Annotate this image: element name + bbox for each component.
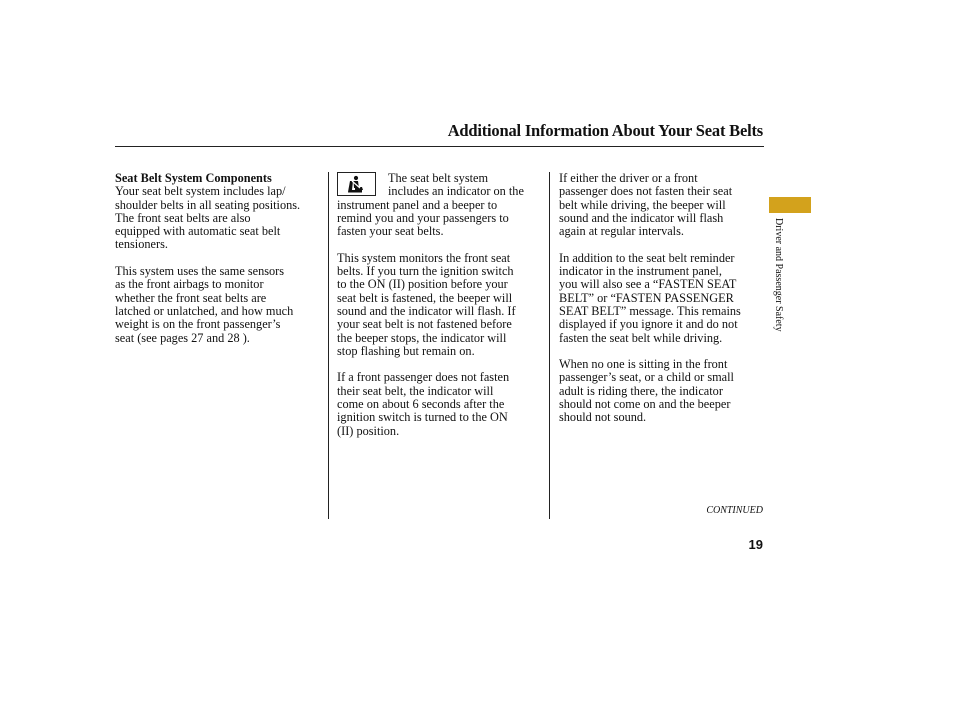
text-line: sound and the indicator will flash: [559, 210, 724, 225]
text-line: SEAT BELT” message. This remains: [559, 303, 741, 318]
text-line: instrument panel and a beeper to: [337, 197, 498, 212]
text-line: If either the driver or a front: [559, 171, 698, 185]
column-1: [115, 172, 300, 345]
paragraph-gap: [337, 238, 524, 251]
column-3: [559, 172, 741, 425]
text-line: indicator in the instrument panel,: [559, 264, 722, 279]
text-line: tensioners.: [115, 237, 168, 252]
column-divider: [328, 172, 329, 519]
text-line: the beeper stops, the indicator will: [337, 330, 507, 345]
text-line: fasten the seat belt while driving.: [559, 330, 723, 345]
text-line: adult is riding there, the indicator: [559, 383, 723, 398]
text-line: seat (see pages 27 and 28 ).: [115, 330, 250, 345]
text-line: weight is on the front passenger’s: [115, 317, 281, 332]
text-line: If a front passenger does not fasten: [337, 370, 510, 385]
text-line: passenger’s seat, or a child or small: [559, 370, 734, 385]
text-line: seat belt is fastened, the beeper will: [337, 290, 513, 305]
text-line: displayed if you ignore it and do not: [559, 317, 738, 332]
paragraph-gap: [115, 252, 300, 265]
text-line: their seat belt, the indicator will: [337, 383, 494, 398]
text-line: again at regular intervals.: [559, 224, 684, 239]
text-line: The seat belt system: [388, 171, 489, 185]
section-label: Driver and Passenger Safety: [773, 218, 784, 332]
text-line: belts. If you turn the ignition switch: [337, 264, 514, 279]
page-title: Additional Information About Your Seat Belts: [447, 121, 763, 140]
text-line: to the ON (II) position before your: [337, 277, 508, 292]
text-line: come on about 6 seconds after the: [337, 397, 505, 412]
text-line: (II) position.: [337, 423, 400, 438]
text-line: stop flashing but remain on.: [337, 343, 475, 358]
text-line: your seat belt is not fastened before: [337, 317, 512, 332]
text-line: latched or unlatched, and how much: [115, 303, 294, 318]
text-line: shoulder belts in all seating positions.: [115, 197, 301, 212]
page-number: 19: [748, 537, 763, 552]
section-heading: Seat Belt System Components: [115, 171, 272, 185]
text-line: passenger does not fasten their seat: [559, 184, 733, 199]
text-line: belt while driving, the beeper will: [559, 197, 726, 212]
text-line: whether the front seat belts are: [115, 290, 267, 305]
paragraph-gap: [559, 238, 741, 251]
paragraph-gap: [559, 345, 741, 358]
text-line: remind you and your passengers to: [337, 210, 509, 225]
text-line: ignition switch is turned to the ON: [337, 410, 508, 425]
text-line: When no one is sitting in the front: [559, 357, 728, 372]
text-line: you will also see a “FASTEN SEAT: [559, 277, 737, 292]
text-line: as the front airbags to monitor: [115, 277, 264, 292]
text-line: In addition to the seat belt reminder: [559, 250, 735, 265]
text-line: This system uses the same sensors: [115, 264, 285, 279]
text-line: The front seat belts are also: [115, 210, 251, 225]
text-line: should not sound.: [559, 410, 647, 425]
paragraph-gap: [337, 358, 524, 371]
column-2: [337, 172, 524, 438]
section-tab: [769, 197, 811, 213]
text-line: This system monitors the front seat: [337, 250, 511, 265]
text-line: includes an indicator on the: [388, 184, 524, 199]
continued-label: CONTINUED: [706, 505, 763, 516]
text-line: fasten your seat belts.: [337, 224, 444, 239]
column-divider: [549, 172, 550, 519]
text-line: BELT” or “FASTEN PASSENGER: [559, 290, 734, 305]
text-line: equipped with automatic seat belt: [115, 224, 281, 239]
text-line: should not come on and the beeper: [559, 397, 731, 412]
text-line: Your seat belt system includes lap/: [115, 184, 286, 199]
title-rule: [115, 146, 764, 147]
text-line: sound and the indicator will flash. If: [337, 303, 516, 318]
